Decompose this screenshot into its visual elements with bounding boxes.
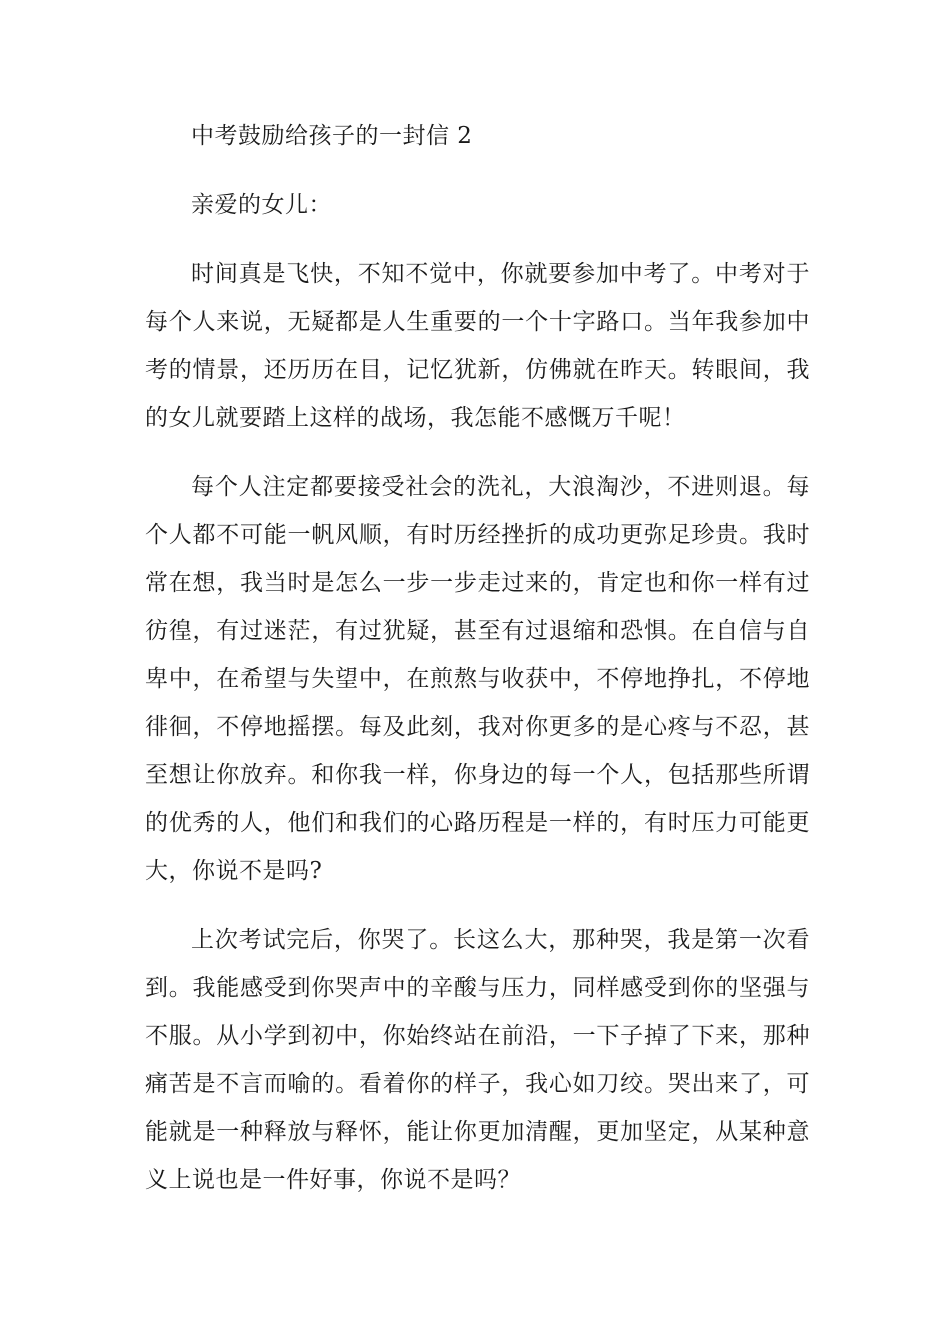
salutation: 亲爱的女儿： (191, 192, 332, 218)
letter-title: 中考鼓励给孩子的一封信 2 (191, 123, 473, 149)
letter-body (145, 112, 810, 1225)
paragraph-3: 上次考试完后，你哭了。长这么大，那种哭，我是第一次看到。我能感受到你哭声中的辛酸与压力，同样感受到你的坚强与不服。从小学到初中，你始终站在前沿，一下子掉了下来，那种痛苦是不言而喻的。看着你的样子，我心如刀绞。哭出来了，可能就是一种释放与释怀，能让你更加清醒，更加坚定，从某种意义上说也是一件好事，你说不是吗？ (145, 927, 810, 1193)
paragraph-2: 每个人注定都要接受社会的洗礼，大浪淘沙，不进则退。每个人都不可能一帆风顺，有时历经挫折的成功更弥足珍贵。我时常在想，我当时是怎么一步一步走过来的，肯定也和你一样有过彷徨，有过迷茫，有过犹疑，甚至有过退缩和恐惧。在自信与自卑中，在希望与失望中，在煎熬与收获中，不停地挣扎，不停地徘徊，不停地摇摆。每及此刻，我对你更多的是心疼与不忍，甚至想让你放弃。和你我一样，你身边的每一个人，包括那些所谓的优秀的人，他们和我们的心路历程是一样的，有时压力可能更大，你说不是吗? (145, 474, 810, 884)
paragraph-1: 时间真是飞快，不知不觉中，你就要参加中考了。中考对于每个人来说，无疑都是人生重要的一个十字路口。当年我参加中考的情景，还历历在目，记忆犹新，仿佛就在昨天。转眼间，我的女儿就要踏上这样的战场，我怎能不感慨万千呢！ (145, 261, 810, 431)
